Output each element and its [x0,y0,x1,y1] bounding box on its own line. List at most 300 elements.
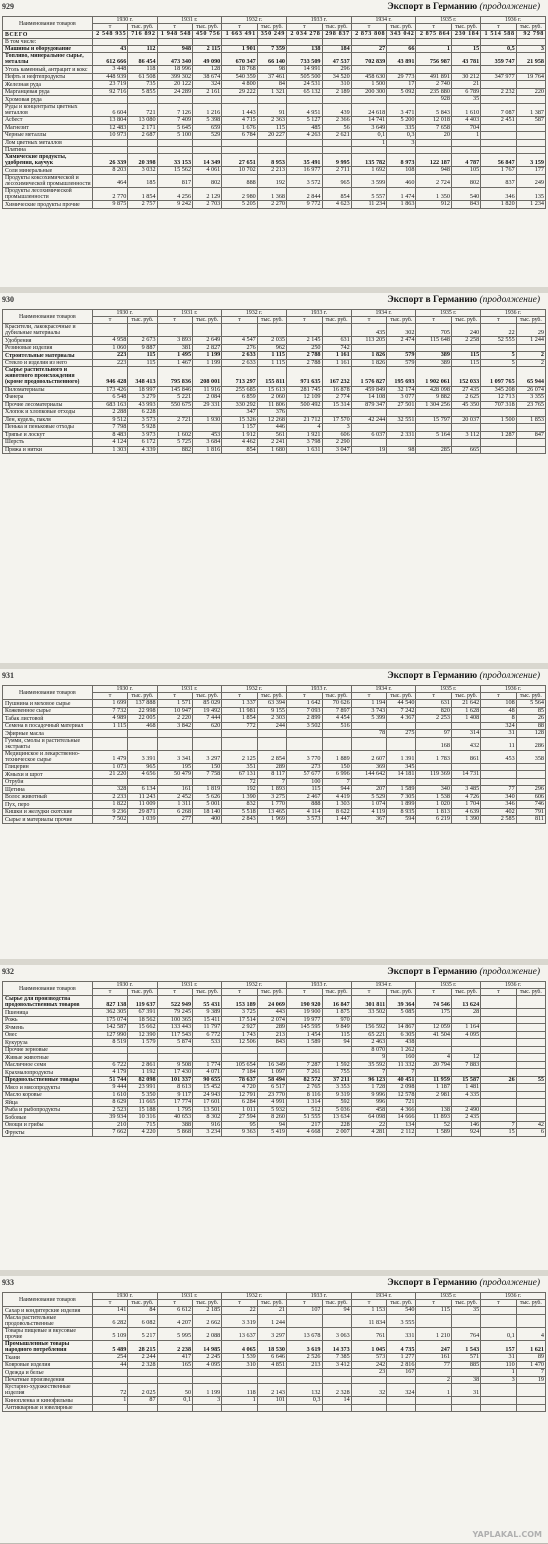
table-cell [516,1016,545,1024]
table-row [3,81,546,89]
table-row [3,88,546,96]
table-cell: 11 243 [128,793,157,801]
table-cell: 44 [92,1361,128,1369]
table-row [3,38,546,45]
table-cell: 3 485 [451,786,480,794]
table-cell: 12 018 [416,117,452,125]
row-label: Масла растительные продовольственные [3,1314,93,1327]
table-cell: 11 [481,737,517,750]
table-cell: 715 [128,1121,157,1129]
table-cell: 155 811 [257,367,286,386]
table-cell: 1 210 [416,1327,452,1340]
table-cell: 91 [257,103,286,116]
table-cell [481,1084,517,1092]
table-cell [416,1369,452,1377]
table-cell: 389 [416,352,452,360]
table-cell: 4 668 [287,1129,323,1137]
table-cell: 5 001 [193,801,222,809]
table-cell: 133 443 [157,1024,193,1032]
table-cell: 249 [516,174,545,187]
table-cell [222,730,258,738]
table-cell: 817 [157,174,193,187]
table-cell: 6 859 [222,394,258,402]
table-cell [157,139,193,147]
table-cell [416,38,452,45]
table-cell: 1 631 [287,446,323,454]
table-cell: 402 [481,808,517,816]
column-header-year: 1930 г. [92,686,157,693]
row-label: Рыба и рыбопродукты [3,1106,93,1114]
table-cell [516,1031,545,1039]
table-cell: 8 953 [257,154,286,167]
table-cell: 1 161 [322,352,351,360]
table-cell: 1 853 [516,416,545,424]
table-cell: 1 390 [222,793,258,801]
table-cell: 72 [222,778,258,786]
table-cell: 13 804 [92,117,128,125]
table-cell [387,38,416,45]
table-cell: 716 892 [128,31,157,39]
table-cell [287,1404,323,1411]
table-cell: 2 854 [257,750,286,763]
table-cell: 11 797 [193,1024,222,1032]
table-cell: 4 281 [351,1129,387,1137]
table-cell: 88 [516,722,545,730]
table-row [3,1009,546,1017]
column-header-unit-rub: тыс. руб. [257,693,286,700]
table-cell: 31 [481,1354,517,1362]
table-cell: 150 [322,763,351,771]
column-header-unit-rub: тыс. руб. [516,693,545,700]
table-cell: 56 [322,124,351,132]
table-cell: 22 [351,1121,387,1129]
column-header-year: 1930 г. [92,17,157,24]
table-cell: 4 [516,1327,545,1340]
table-cell [481,1106,517,1114]
row-label: Резиновые изделия [3,344,93,352]
column-header-unit-t: т [222,693,258,700]
column-header-year: 1934 г. [351,1293,416,1300]
table-cell [322,96,351,104]
table-cell: 15 662 [128,1024,157,1032]
table-cell: 5 419 [257,1129,286,1137]
table-cell: 5 164 [416,431,452,439]
table-cell: 1 948 548 [157,31,193,39]
table-row [3,1361,546,1369]
table-cell: 6 722 [92,1061,128,1069]
table-cell: 15 411 [193,1016,222,1024]
row-label: Удобрения [3,337,93,345]
table-cell: 10 316 [128,1114,157,1122]
table-cell [351,722,387,730]
table-cell [451,1314,480,1327]
table-cell: 837 [481,174,517,187]
table-cell: 1 500 [481,416,517,424]
column-header-unit-rub: тыс. руб. [322,989,351,996]
table-cell: 108 [387,167,416,175]
table-cell [257,1404,286,1411]
table-cell: 347 977 [481,73,517,81]
table-cell: 3 842 [157,722,193,730]
table-cell: 27 435 [451,386,480,394]
column-header-year: 1932 г. [222,310,287,317]
table-cell [92,147,128,154]
table-cell: 14 108 [351,394,387,402]
table-cell: 606 [322,431,351,439]
table-cell: 4 124 [92,439,128,447]
table-cell: 82 572 [287,1076,323,1084]
column-header-year: 1936 г. [481,17,546,24]
table-row [3,1061,546,1069]
table-cell: 683 163 [92,401,128,409]
table-cell: 9 772 [287,201,323,209]
table-cell: 1 287 [481,431,517,439]
column-header-unit-t: т [287,693,323,700]
table-cell: 90 655 [193,1076,222,1084]
column-header-unit-t: т [481,693,517,700]
table-cell: 2 724 [416,174,452,187]
table-cell: 11 959 [416,1076,452,1084]
table-cell: 540 [451,187,480,200]
table-cell [222,1369,258,1377]
row-label: Руды и концентраты цветных металлов [3,103,93,116]
table-cell [387,1397,416,1405]
table-cell: 7 502 [92,816,128,824]
table-cell: 223 [92,352,128,360]
table-cell: 1 912 [222,431,258,439]
table-cell: 2 084 [193,394,222,402]
table-cell: 7 242 [387,707,416,715]
table-cell: 579 [387,359,416,367]
table-cell [481,424,517,432]
table-cell: 67 391 [128,1009,157,1017]
table-row [3,1327,546,1340]
table-cell: 4 119 [351,808,387,816]
table-cell: 115 [287,786,323,794]
table-row [3,786,546,794]
table-row [3,1369,546,1377]
table-cell: 20 122 [157,81,193,89]
column-header-unit-rub: тыс. руб. [387,1300,416,1307]
table-cell: 15 452 [193,1084,222,1092]
column-header-year: 1933 г. [287,1293,352,1300]
table-cell: 2 233 [92,793,128,801]
table-cell [387,1376,416,1384]
table-cell [451,778,480,786]
table-cell: 2 [516,359,545,367]
column-header-unit-t: т [222,24,258,31]
table-cell: 51 555 [287,1114,323,1122]
table-cell: 432 [451,737,480,750]
table-cell: 1 244 [257,1314,286,1327]
table-cell: 70 626 [322,700,351,708]
table-cell: 702 839 [351,53,387,66]
table-cell: 41 504 [416,1031,452,1039]
table-cell: 35 592 [351,1061,387,1069]
column-header-unit-t: т [416,989,452,996]
table-cell: 1 863 [387,201,416,209]
table-cell: 17 430 [157,1069,193,1077]
table-cell [516,1307,545,1315]
table-cell [481,771,517,779]
page-title-text: Экспорт в Германию [387,2,478,12]
table-cell: 64 098 [351,1114,387,1122]
table-row [3,1114,546,1122]
table-cell: 127 990 [92,1031,128,1039]
table-cell: 5 995 [157,1327,193,1340]
table-cell: 612 666 [92,53,128,66]
table-cell: 15 562 [157,167,193,175]
table-cell: 2 770 [92,187,128,200]
table-cell [351,1397,387,1405]
table-cell: 128 [193,66,222,74]
table-cell [481,1114,517,1122]
table-cell: 965 [322,174,351,187]
table-row [3,1039,546,1047]
table-cell: 2 523 [92,1106,128,1114]
table-cell: 310 [322,81,351,89]
table-cell: 31 [481,730,517,738]
table-cell: 44 540 [387,700,416,708]
table-cell: 400 [193,816,222,824]
table-cell: 17 570 [322,416,351,424]
table-cell: 1 157 [222,424,258,432]
column-header-year: 1931 г. [157,310,222,317]
table-cell: 1 893 [257,786,286,794]
table-cell: 550 675 [157,401,193,409]
table-cell: 14 666 [387,1114,416,1122]
table-cell: 847 [516,431,545,439]
table-cell [287,324,323,337]
table-cell: 15 188 [128,1106,157,1114]
table-cell [516,1061,545,1069]
table-cell: 35 [451,96,480,104]
table-cell [516,771,545,779]
table-cell [516,1024,545,1032]
table-cell: 19 900 [287,1009,323,1017]
column-header-unit-rub: тыс. руб. [128,989,157,996]
table-cell [222,147,258,154]
table-cell [516,1069,545,1077]
table-cell: 843 [257,1039,286,1047]
table-cell: 118 [128,66,157,74]
page-number: 931 [2,671,14,680]
table-cell: 2 474 [387,337,416,345]
page-strip-2 [0,293,548,664]
table-cell: 38 [451,1376,480,1384]
table-cell: 4 991 [257,1099,286,1107]
row-label: Кустарно-художественные изделия [3,1384,93,1397]
column-header-unit-rub: тыс. руб. [516,317,545,324]
table-cell: 50 479 [157,771,193,779]
table-cell: 192 [257,174,286,187]
row-label: Пушнина и меховое сырье [3,700,93,708]
table-cell: 5 [481,359,517,367]
table-cell: 5 557 [351,187,387,200]
table-cell: 15 797 [416,416,452,424]
table-cell: 3 319 [222,1314,258,1327]
table-cell [322,1314,351,1327]
table-cell: 190 920 [287,996,323,1009]
table-cell: 14 991 [287,66,323,74]
table-cell: 1 589 [287,1039,323,1047]
table-cell: 1 391 [387,750,416,763]
table-cell: 3 [516,45,545,53]
table-row [3,1384,546,1397]
page-number: 932 [2,967,14,976]
table-cell: 965 [128,763,157,771]
page-title-note: (продолжение) [479,295,540,305]
table-cell [516,1404,545,1411]
table-cell: 250 [287,344,323,352]
table-cell: 7 [481,1121,517,1129]
table-cell: 1 663 491 [222,31,258,39]
table-cell: 324 [481,722,517,730]
row-label: Асбест [3,117,93,125]
table-cell: 85 029 [193,700,222,708]
table-cell [193,1376,222,1384]
column-header-unit-t: т [351,317,387,324]
table-cell: 0,1 [481,1327,517,1340]
table-cell: 18 562 [128,1016,157,1024]
table-cell [322,1404,351,1411]
table-cell [451,1039,480,1047]
table-cell: 40 653 [157,1114,193,1122]
row-label: Пшеница [3,1009,93,1017]
table-cell: 1 234 [516,201,545,209]
table-cell: 26 [516,715,545,723]
table-cell [287,409,323,417]
row-label: Магнезит [3,124,93,132]
table-cell: 4 623 [322,201,351,209]
table-cell [193,324,222,337]
row-label: Сырье для производства продовольственных товаров [3,996,93,1009]
table-cell: 2 241 [257,439,286,447]
table-cell: 298 837 [322,31,351,39]
table-cell: 1 474 [387,187,416,200]
table-cell [416,1397,452,1405]
table-cell: 40 451 [387,1076,416,1084]
table-cell: 242 [351,1361,387,1369]
table-row [3,431,546,439]
table-cell: 115 [322,1031,351,1039]
table-cell [516,439,545,447]
table-cell: 330 292 [222,401,258,409]
table-cell: 230 184 [451,31,480,39]
column-header-unit-t: т [157,317,193,324]
column-header-year: 1935 г. [416,686,481,693]
table-cell: 606 [516,793,545,801]
table-cell: 26 [481,1076,517,1084]
table-cell: 138 [416,1106,452,1114]
table-cell [157,409,193,417]
table-cell [128,737,157,750]
table-cell [516,38,545,45]
table-cell: 7 798 [92,424,128,432]
table-cell: 2 007 [322,1129,351,1137]
table-cell: 7 662 [92,1129,128,1137]
table-cell: 529 [193,132,222,140]
table-cell: 16 847 [322,996,351,1009]
table-cell: 67 131 [222,771,258,779]
table-cell: 359 747 [481,53,517,66]
table-cell: 2 213 [257,167,286,175]
table-cell: 153 189 [222,996,258,1009]
table-row [3,1024,546,1032]
row-label: Рожь [3,1016,93,1024]
table-cell: 48 [481,707,517,715]
table-cell: 1 820 [481,201,517,209]
table-cell [516,1039,545,1047]
table-cell: 705 [416,324,452,337]
table-cell: 8 070 [351,1046,387,1054]
table-cell: 772 [222,722,258,730]
table-cell: 101 [257,1397,286,1405]
table-cell: 65 944 [516,367,545,386]
row-label: Нефть и нефтепродукты [3,73,93,81]
table-cell [481,1046,517,1054]
table-cell: 94 [257,1121,286,1129]
table-cell: 2 232 [481,88,517,96]
table-cell: 540 [387,1307,416,1315]
table-cell [516,1384,545,1397]
table-cell [416,1039,452,1047]
table-cell: 948 [157,45,193,53]
column-header-year: 1933 г. [287,686,352,693]
table-cell [416,778,452,786]
table-cell: 1 039 [128,816,157,824]
table-cell: 2 526 [287,1354,323,1362]
table-cell: 1 337 [222,700,258,708]
table-row [3,707,546,715]
table-cell [481,124,517,132]
table-cell: 5 928 [128,424,157,432]
row-label: Тряпье и лоскут [3,431,93,439]
row-label: Табак листовой [3,715,93,723]
table-cell: 5 843 [416,103,452,116]
table-cell: 3 [193,1397,222,1405]
table-cell: 324 [193,81,222,89]
table-cell: 119 637 [128,996,157,1009]
table-cell: 500 492 [287,401,323,409]
column-header-unit-rub: тыс. руб. [257,24,286,31]
table-cell: 4 061 [193,167,222,175]
table-cell: 2 290 [322,439,351,447]
table-cell: 3 973 [128,431,157,439]
table-cell: 2 843 [222,816,258,824]
table-row [3,73,546,81]
table-cell [481,1099,517,1107]
table-cell: 22 [481,324,517,337]
table-cell: 14 731 [451,771,480,779]
table-cell [351,1404,387,1411]
table-cell [92,1046,128,1054]
table-cell: 19 [516,1376,545,1384]
table-cell: 145 846 [157,386,193,394]
table-cell [516,996,545,1009]
table-cell: 23 765 [516,401,545,409]
table-row [3,53,546,66]
table-cell: 4 071 [193,1069,222,1077]
table-cell: 5 [481,352,517,360]
table-cell: 84 [257,81,286,89]
page-strip-5 [0,1276,548,1544]
table-cell: 996 [351,1099,387,1107]
table-cell: 11 806 [257,401,286,409]
table-cell: 3 572 [287,174,323,187]
table-cell [416,1099,452,1107]
table-cell [481,147,517,154]
